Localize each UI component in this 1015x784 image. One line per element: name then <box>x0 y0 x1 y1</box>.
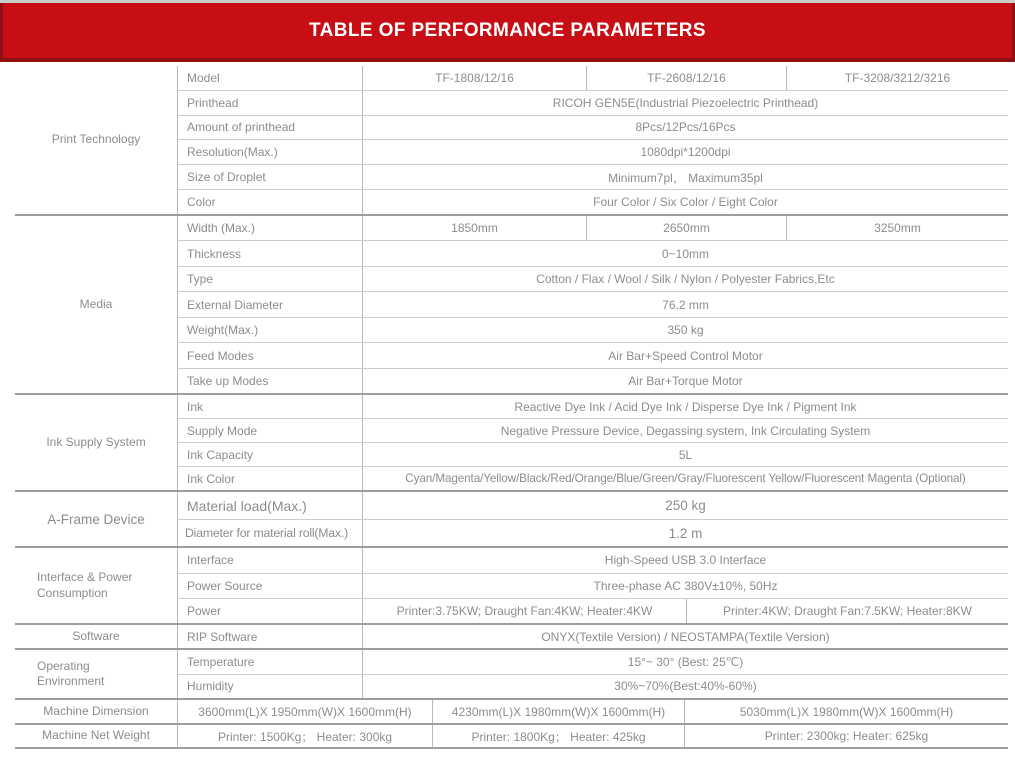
group-machine-dimension <box>15 698 1008 723</box>
param-value: Printer:4KW; Draught Fan:7.5KW; Heater:8KW <box>723 604 972 619</box>
group-media <box>15 214 1008 394</box>
group-label <box>15 650 178 698</box>
table-row <box>178 650 1008 675</box>
param-value: 3600mm(L)X 1950mm(W)X 1600mm(H) <box>178 700 433 723</box>
group-print-technology <box>15 66 1008 214</box>
group-rows <box>178 492 1008 546</box>
param-value: 5030mm(L)X 1980mm(W)X 1600mm(H) <box>739 704 954 719</box>
group-label-text: Print Technology <box>51 132 141 147</box>
group-rows <box>178 548 1008 623</box>
group-rows <box>178 395 1008 490</box>
group-software <box>15 623 1008 648</box>
group-label <box>15 725 178 747</box>
group-label-text: Ink Supply System <box>46 434 146 449</box>
param-name: Resolution(Max.) <box>178 140 363 164</box>
group-label <box>15 395 178 490</box>
param-value: 76.2 mm <box>662 297 709 312</box>
table-row <box>178 190 1008 214</box>
group-label <box>15 700 178 723</box>
table-row <box>178 443 1008 467</box>
group-a-frame-device <box>15 490 1008 546</box>
param-value: Four Color / Six Color / Eight Color <box>593 194 778 209</box>
param-name: Interface <box>178 548 363 572</box>
param-value: TF-3208/3212/3216 <box>844 70 951 85</box>
param-name: Amount of printhead <box>178 116 363 140</box>
group-interface-power-consumption <box>15 546 1008 623</box>
group-rows <box>178 625 1008 648</box>
param-value: Air Bar+Speed Control Motor <box>608 348 763 363</box>
param-name: Humidity <box>178 675 363 699</box>
table-row <box>178 520 1008 547</box>
param-name: Thickness <box>178 241 363 266</box>
group-rows <box>178 66 1008 214</box>
param-value: 8Pcs/12Pcs/16Pcs <box>635 120 736 135</box>
group-label <box>15 492 178 546</box>
table-row <box>178 91 1008 116</box>
group-operating-environment <box>15 648 1008 698</box>
param-name: Ink <box>178 395 363 418</box>
table-row <box>178 675 1008 699</box>
table-row <box>178 369 1008 394</box>
table-row <box>178 548 1008 573</box>
group-rows <box>178 650 1008 698</box>
table-row <box>178 66 1008 91</box>
param-name: Power Source <box>178 574 363 598</box>
table-row <box>178 241 1008 267</box>
param-value: 1.2 m <box>668 525 703 541</box>
table-row <box>178 467 1008 490</box>
table-row <box>178 599 1008 623</box>
table-row <box>178 343 1008 369</box>
group-label-text: Media <box>79 296 113 311</box>
param-name: Ink Capacity <box>178 443 363 466</box>
param-value: Printer: 1500Kg； Heater: 300kg <box>178 725 433 747</box>
param-value: 4230mm(L)X 1980mm(W)X 1600mm(H) <box>433 700 685 723</box>
param-value: 1080dpi*1200dpi <box>640 145 731 160</box>
param-name: Type <box>178 267 363 292</box>
param-value: 1850mm <box>363 216 587 241</box>
table-row <box>178 700 1008 723</box>
param-value: Negative Pressure Device, Degassing system, Ink Circulating System <box>500 423 871 438</box>
param-name: Ink Color <box>178 467 363 490</box>
param-name: Diameter for material roll(Max.) <box>178 520 363 547</box>
group-label-text: Interface & Power Consumption <box>37 570 133 600</box>
group-label-text: A-Frame Device <box>47 511 145 527</box>
table-row <box>178 165 1008 190</box>
param-name: Power <box>178 599 363 623</box>
group-rows <box>178 725 1008 747</box>
param-value: 350 kg <box>667 323 704 338</box>
param-value: 5L <box>678 447 693 462</box>
param-name: Take up Modes <box>178 369 363 394</box>
group-label <box>15 625 178 648</box>
table-row <box>178 318 1008 344</box>
param-value: High-Speed USB 3.0 Interface <box>604 553 767 568</box>
group-ink-supply-system <box>15 393 1008 490</box>
table-row <box>178 725 1008 747</box>
param-name: Supply Mode <box>178 419 363 442</box>
param-name: Material load(Max.) <box>178 492 363 519</box>
param-value: Air Bar+Torque Motor <box>628 374 743 389</box>
param-value: Reactive Dye Ink / Acid Dye Ink / Disperse Dye Ink / Pigment Ink <box>514 399 857 414</box>
param-value: 0~10mm <box>661 246 710 261</box>
param-value: 250 kg <box>665 498 706 514</box>
param-value: Minimum7pl， Maximum35pl <box>608 170 763 185</box>
table-row <box>178 419 1008 443</box>
table-row <box>178 625 1008 648</box>
table-row <box>178 267 1008 293</box>
param-name: Weight(Max.) <box>178 318 363 343</box>
param-value: 30%~70%(Best:40%-60%) <box>614 679 757 694</box>
group-label-text: Software <box>72 628 120 643</box>
performance-parameters-table <box>15 66 1008 749</box>
param-value: Printer: 1800Kg； Heater: 425kg <box>433 725 685 747</box>
param-value: Cotton / Flax / Wool / Silk / Nylon / Polyester Fabrics,Etc <box>536 272 835 287</box>
group-machine-net-weight <box>15 723 1008 747</box>
param-name: Color <box>178 190 363 214</box>
param-value: Printer:3.75KW; Draught Fan:4KW; Heater:4KW <box>363 599 687 623</box>
param-value: 3250mm <box>874 221 921 236</box>
page-title: TABLE OF PERFORMANCE PARAMETERS <box>309 19 706 41</box>
param-name: Model <box>178 66 363 90</box>
group-rows <box>178 216 1008 394</box>
param-value: TF-2608/12/16 <box>587 66 787 90</box>
table-row <box>178 574 1008 599</box>
param-value: Printer: 2300kg; Heater: 625kg <box>764 729 929 744</box>
table-row <box>178 492 1008 520</box>
table-row <box>178 116 1008 141</box>
param-name: Temperature <box>178 650 363 674</box>
param-value: Cyan/Magenta/Yellow/Black/Red/Orange/Blue/Green/Gray/Fluorescent Yellow/Fluorescent Magenta (Optional) <box>405 472 966 486</box>
group-label-text: Machine Dimension <box>43 703 149 718</box>
param-value: 15°~ 30° (Best: 25℃) <box>627 654 744 669</box>
table-row <box>178 292 1008 318</box>
table-row <box>178 216 1008 242</box>
param-value: Three-phase AC 380V±10%, 50Hz <box>593 578 778 593</box>
param-value: TF-1808/12/16 <box>363 66 587 90</box>
group-label <box>15 216 178 394</box>
param-name: Feed Modes <box>178 343 363 368</box>
table-row <box>178 140 1008 165</box>
param-name: Size of Droplet <box>178 165 363 189</box>
param-name: External Diameter <box>178 292 363 317</box>
table-row <box>178 395 1008 419</box>
param-name: Width (Max.) <box>178 216 363 241</box>
group-label <box>15 548 178 623</box>
param-value: 2650mm <box>587 216 787 241</box>
group-label-text: Operating Environment <box>37 658 105 689</box>
param-value: RICOH GEN5E(Industrial Piezoelectric Printhead) <box>552 95 819 110</box>
title-banner <box>0 3 1015 62</box>
param-name: Printhead <box>178 91 363 115</box>
param-value: ONYX(Textile Version) / NEOSTAMPA(Textile Version) <box>541 629 830 644</box>
param-name: RIP Software <box>178 625 363 648</box>
group-rows <box>178 700 1008 723</box>
group-label-text: Machine Net Weight <box>42 728 150 743</box>
group-label <box>15 66 178 214</box>
